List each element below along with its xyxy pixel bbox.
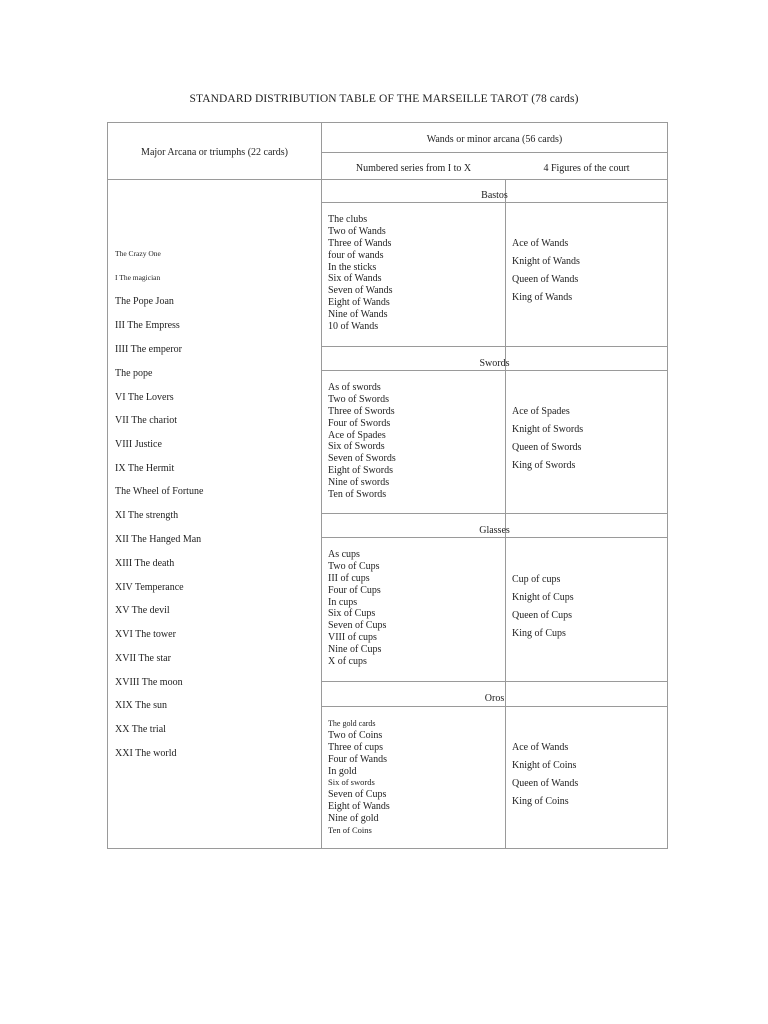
major-arcana-item: IX The Hermit <box>115 463 175 474</box>
card-item: Six of Wands <box>328 273 382 285</box>
suit-line <box>321 370 667 371</box>
court-list <box>512 238 580 310</box>
major-arcana-item: XIX The sun <box>115 700 168 711</box>
card-item: Nine of swords <box>328 477 390 489</box>
card-item: Two of Coins <box>328 729 383 741</box>
suit-name: Bastos <box>481 190 508 201</box>
card-item: 10 of Wands <box>328 321 379 333</box>
card-item: Three of Wands <box>328 237 392 249</box>
court-item: Knight of Swords <box>512 424 584 435</box>
card-item: Six of Swords <box>328 441 385 453</box>
major-arcana-item: XVIII The moon <box>115 677 183 688</box>
card-item: Eight of Wands <box>328 297 390 309</box>
card-item: In gold <box>328 765 357 777</box>
card-item: Six of swords <box>328 777 375 788</box>
card-item: Ten of Coins <box>328 825 372 836</box>
major-arcana-item: XV The devil <box>115 605 170 616</box>
court-item: Knight of Coins <box>512 760 577 771</box>
major-arcana-item: VII The chariot <box>115 415 178 426</box>
major-arcana-item: VI The Lovers <box>115 392 174 403</box>
major-arcana-item: The pope <box>115 368 153 379</box>
card-item: Two of Cups <box>328 560 380 572</box>
card-item: Seven of Cups <box>328 620 387 632</box>
card-item: Ace of Spades <box>328 429 386 441</box>
numbered-list <box>328 214 393 333</box>
card-item: Three of cups <box>328 741 383 753</box>
card-item: In cups <box>328 596 358 608</box>
court-item: King of Cups <box>512 628 566 639</box>
court-list <box>512 406 583 478</box>
court-item: Ace of Wands <box>512 238 569 249</box>
major-arcana-item: I The magician <box>115 273 161 282</box>
suit-name: Swords <box>479 358 510 369</box>
court-item: Knight of Cups <box>512 592 574 603</box>
numbered-list <box>328 549 386 668</box>
page-title: STANDARD DISTRIBUTION TABLE OF THE MARSEILLE TAROT (78 cards) <box>189 93 579 105</box>
court-item: King of Swords <box>512 460 576 471</box>
card-item: Three of Swords <box>328 405 395 417</box>
court-item: Queen of Cups <box>512 610 572 621</box>
suit-line <box>321 346 667 347</box>
suit-name: Oros <box>484 693 505 704</box>
card-item: Four of Wands <box>328 753 388 765</box>
court-item: Ace of Spades <box>512 406 570 417</box>
court-item: King of Wands <box>512 292 573 303</box>
header-minor: Wands or minor arcana (56 cards) <box>426 134 563 145</box>
court-item: Queen of Swords <box>512 442 582 453</box>
major-arcana-item: XVI The tower <box>115 629 176 640</box>
card-item: The gold cards <box>328 719 376 728</box>
major-arcana-item: XX The trial <box>115 724 166 735</box>
header-court: 4 Figures of the court <box>543 163 630 174</box>
major-arcana-item: IIII The emperor <box>115 344 183 355</box>
suit-line <box>321 202 667 203</box>
card-item: four of wands <box>328 249 384 261</box>
major-arcana-item: XI The strength <box>115 510 179 521</box>
header-numbered: Numbered series from I to X <box>355 163 472 174</box>
header-major: Major Arcana or triumphs (22 cards) <box>141 147 288 158</box>
col-divider-major <box>321 123 322 848</box>
numbered-list <box>328 718 390 837</box>
card-item: X of cups <box>328 656 367 668</box>
card-item: The clubs <box>328 214 368 225</box>
card-item: As of swords <box>328 382 381 393</box>
major-arcana-item: III The Empress <box>115 320 180 331</box>
card-item: Nine of gold <box>328 813 379 825</box>
court-item: Cup of cups <box>512 574 561 585</box>
card-item: Four of Cups <box>328 584 381 596</box>
major-arcana-item: The Wheel of Fortune <box>115 486 204 497</box>
suit-line <box>321 681 667 682</box>
major-arcana-item: XIV Temperance <box>115 582 184 593</box>
card-item: Seven of Swords <box>328 453 396 465</box>
court-item: Knight of Wands <box>512 256 580 267</box>
major-arcana-item: XVII The star <box>115 653 171 664</box>
card-item: Nine of Cups <box>328 644 382 656</box>
card-item: Eight of Swords <box>328 465 393 477</box>
suit-name: Glasses <box>479 525 510 536</box>
suit-line <box>321 537 667 538</box>
major-arcana-item: The Pope Joan <box>115 296 174 307</box>
card-item: Seven of Cups <box>328 789 387 801</box>
court-item: Queen of Wands <box>512 778 579 789</box>
card-item: Two of Swords <box>328 393 389 405</box>
numbered-list <box>328 382 396 501</box>
card-item: Seven of Wands <box>328 285 393 297</box>
card-item: III of cups <box>328 572 370 584</box>
card-item: Two of Wands <box>328 225 386 237</box>
major-arcana-item: XXI The world <box>115 748 177 759</box>
suit-line <box>321 706 667 707</box>
court-list <box>512 574 574 646</box>
card-item: Ten of Swords <box>328 489 387 501</box>
major-arcana-item: XIII The death <box>115 558 175 569</box>
court-item: Ace of Wands <box>512 742 569 753</box>
card-item: In the sticks <box>328 261 377 273</box>
header-bottom-line <box>108 179 667 180</box>
court-item: Queen of Wands <box>512 274 579 285</box>
major-arcana-item: VIII Justice <box>115 439 162 450</box>
card-item: Four of Swords <box>328 417 391 429</box>
header-divider <box>321 152 667 153</box>
card-item: As cups <box>328 549 360 560</box>
card-item: VIII of cups <box>328 632 377 644</box>
court-item: King of Coins <box>512 796 569 807</box>
major-arcana-item: The Crazy One <box>115 249 161 258</box>
suit-line <box>321 513 667 514</box>
major-arcana-item: XII The Hanged Man <box>115 534 202 545</box>
court-list <box>512 742 578 814</box>
card-item: Six of Cups <box>328 608 376 620</box>
card-item: Nine of Wands <box>328 309 388 321</box>
card-item: Eight of Wands <box>328 801 390 813</box>
tarot-table <box>107 122 668 849</box>
